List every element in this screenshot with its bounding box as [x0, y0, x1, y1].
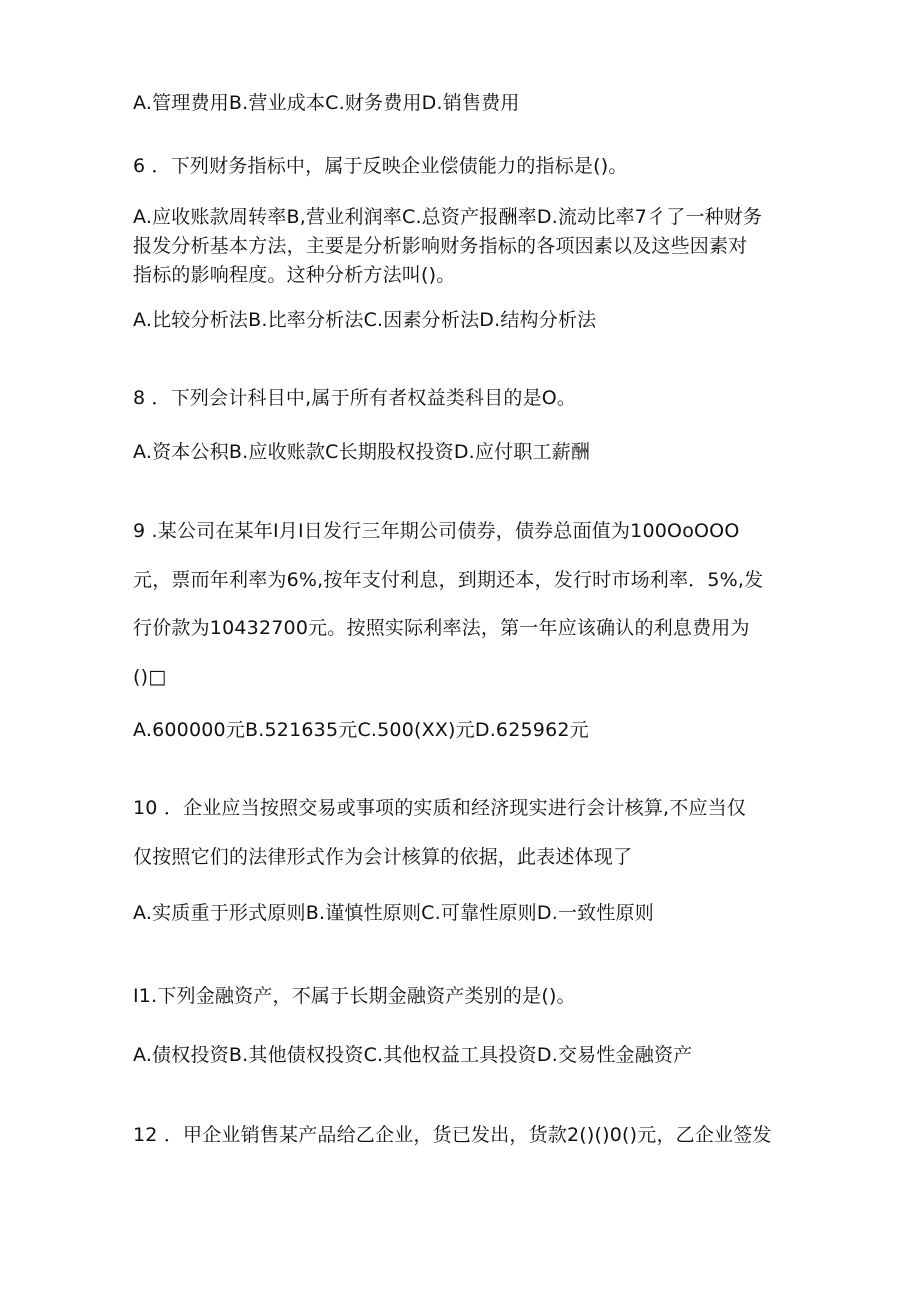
q10-options: A.实质重于形式原则B.谨慎性原则C.可靠性原则D.一致性原则 [133, 902, 654, 924]
q7-options: A.比较分析法B.比率分析法C.因素分析法D.结构分析法 [133, 309, 597, 331]
q9-question-line-1: 9 .某公司在某年I月I日发行三年期公司债券，债券总面值为100OoOOO [133, 520, 740, 542]
q6-options-q7-start: A.应收账款周转率B,营业利润率C.总资产报酬率D.流动比率7彳了一种财务 [133, 206, 763, 228]
q9-options: A.600000元B.521635元C.500(XX)元D.625962元 [133, 719, 589, 741]
q12-question-line-1: 12 ．甲企业销售某产品给乙企业，货已发出，货款2()()0()元，乙企业签发 [133, 1124, 772, 1146]
q8-options: A.资本公积B.应收账款C长期股权投资D.应付职工薪酬 [133, 441, 591, 463]
q7-question-line-3: 指标的影响程度。这种分析方法叫()。 [133, 264, 456, 286]
q10-question-line-1: 10 ．企业应当按照交易或事项的实质和经济现实进行会计核算,不应当仅 [133, 797, 747, 819]
q9-question-line-2: 元，票而年利率为6%,按年支付利息，到期还本，发行时市场利率．5%,发 [133, 569, 764, 591]
q7-question-line-2: 报发分析基本方法，主要是分析影响财务指标的各项因素以及这些因素对 [133, 235, 748, 257]
q11-options: A.债权投资B.其他债权投资C.其他权益工具投资D.交易性金融资产 [133, 1044, 693, 1066]
q11-question: I1.下列金融资产，不属于长期金融资产类别的是()。 [133, 985, 576, 1007]
q9-question-line-3: 行价款为10432700元。按照实际利率法，第一年应该确认的利息费用为 [133, 617, 750, 639]
q10-question-line-2: 仅按照它们的法律形式作为会计核算的依据，此表述体现了 [133, 846, 633, 868]
q9-question-line-4: ()□ [133, 666, 167, 688]
q6-question: 6 ．下列财务指标中，属于反映企业偿债能力的指标是()。 [133, 155, 628, 177]
q5-options: A.管理费用B.营业成本C.财务费用D.销售费用 [133, 92, 520, 114]
q8-question: 8 ．下列会计科目中,属于所有者权益类科目的是O。 [133, 387, 577, 409]
